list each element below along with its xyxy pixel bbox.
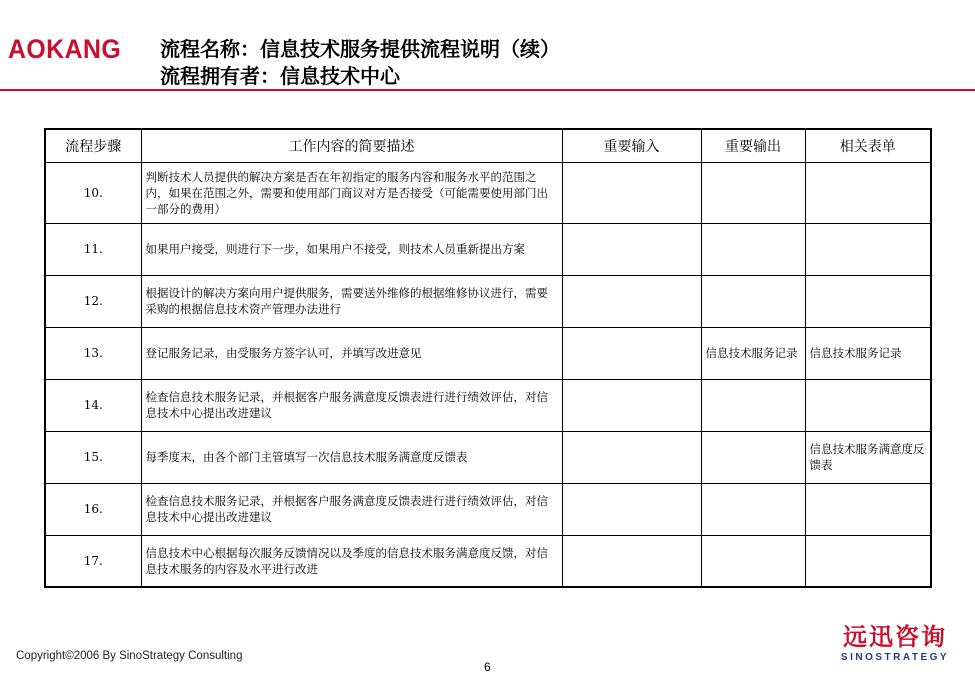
step-form	[805, 275, 931, 327]
step-number: 17.	[45, 535, 141, 587]
process-name-title: 流程名称：信息技术服务提供流程说明（续）	[160, 37, 560, 61]
step-form: 信息技术服务满意度反馈表	[805, 431, 931, 483]
step-description: 登记服务记录，由受服务方签字认可，并填写改进意见	[141, 327, 562, 379]
table-row	[45, 379, 931, 431]
sinostrategy-logo	[836, 622, 954, 664]
step-number: 15.	[45, 431, 141, 483]
table-row	[45, 431, 931, 483]
step-description: 根据设计的解决方案向用户提供服务，需要送外维修的根据维修协议进行，需要采购的根据信息技术资产管理办法进行	[141, 275, 562, 327]
title-block	[160, 36, 560, 90]
step-form	[805, 162, 931, 223]
step-description: 如果用户接受，则进行下一步，如果用户不接受，则技术人员重新提出方案	[141, 223, 562, 275]
table-row	[45, 275, 931, 327]
table-row	[45, 535, 931, 587]
step-description: 判断技术人员提供的解决方案是否在年初指定的服务内容和服务水平的范围之内，如果在范围之外，需要和使用部门商议对方是否接受（可能需要使用部门出一部分的费用）	[141, 162, 562, 223]
step-input	[562, 535, 701, 587]
step-form	[805, 223, 931, 275]
step-output	[701, 275, 805, 327]
step-form	[805, 483, 931, 535]
step-number: 16.	[45, 483, 141, 535]
header-description: 工作内容的简要描述	[141, 129, 562, 162]
step-description: 检查信息技术服务记录，并根据客户服务满意度反馈表进行进行绩效评估，对信息技术中心提出改进建议	[141, 483, 562, 535]
header-divider	[0, 89, 975, 91]
step-number: 13.	[45, 327, 141, 379]
step-output: 信息技术服务记录	[701, 327, 805, 379]
table-row	[45, 223, 931, 275]
step-description: 信息技术中心根据每次服务反馈情况以及季度的信息技术服务满意度反馈，对信息技术服务的内容及水平进行改进	[141, 535, 562, 587]
step-output	[701, 535, 805, 587]
page-number: 6	[484, 660, 491, 674]
step-input	[562, 483, 701, 535]
table-row	[45, 327, 931, 379]
copyright-notice: Copyright©2006 By SinoStrategy Consulting	[16, 650, 243, 662]
step-output	[701, 223, 805, 275]
step-input	[562, 275, 701, 327]
step-form	[805, 379, 931, 431]
step-input	[562, 327, 701, 379]
step-input	[562, 162, 701, 223]
table-row	[45, 483, 931, 535]
brand-chinese-name: 远迅咨询	[843, 623, 947, 651]
process-table	[44, 128, 932, 588]
step-number: 11.	[45, 223, 141, 275]
step-number: 14.	[45, 379, 141, 431]
step-output	[701, 431, 805, 483]
step-input	[562, 431, 701, 483]
step-output	[701, 483, 805, 535]
header-output: 重要输出	[701, 129, 805, 162]
header-form: 相关表单	[805, 129, 931, 162]
step-form: 信息技术服务记录	[805, 327, 931, 379]
brand-english-name: SINOSTRATEGY	[840, 652, 950, 663]
table-row	[45, 162, 931, 223]
step-number: 12.	[45, 275, 141, 327]
step-output	[701, 162, 805, 223]
header-step: 流程步骤	[45, 129, 141, 162]
step-description: 每季度末，由各个部门主管填写一次信息技术服务满意度反馈表	[141, 431, 562, 483]
step-input	[562, 379, 701, 431]
process-owner-title: 流程拥有者：信息技术中心	[160, 64, 400, 88]
step-form	[805, 535, 931, 587]
header-input: 重要输入	[562, 129, 701, 162]
step-number: 10.	[45, 162, 141, 223]
table-header-row	[45, 129, 931, 162]
aokang-logo: AOKANG	[8, 34, 122, 64]
step-description: 检查信息技术服务记录，并根据客户服务满意度反馈表进行进行绩效评估，对信息技术中心提出改进建议	[141, 379, 562, 431]
step-input	[562, 223, 701, 275]
step-output	[701, 379, 805, 431]
